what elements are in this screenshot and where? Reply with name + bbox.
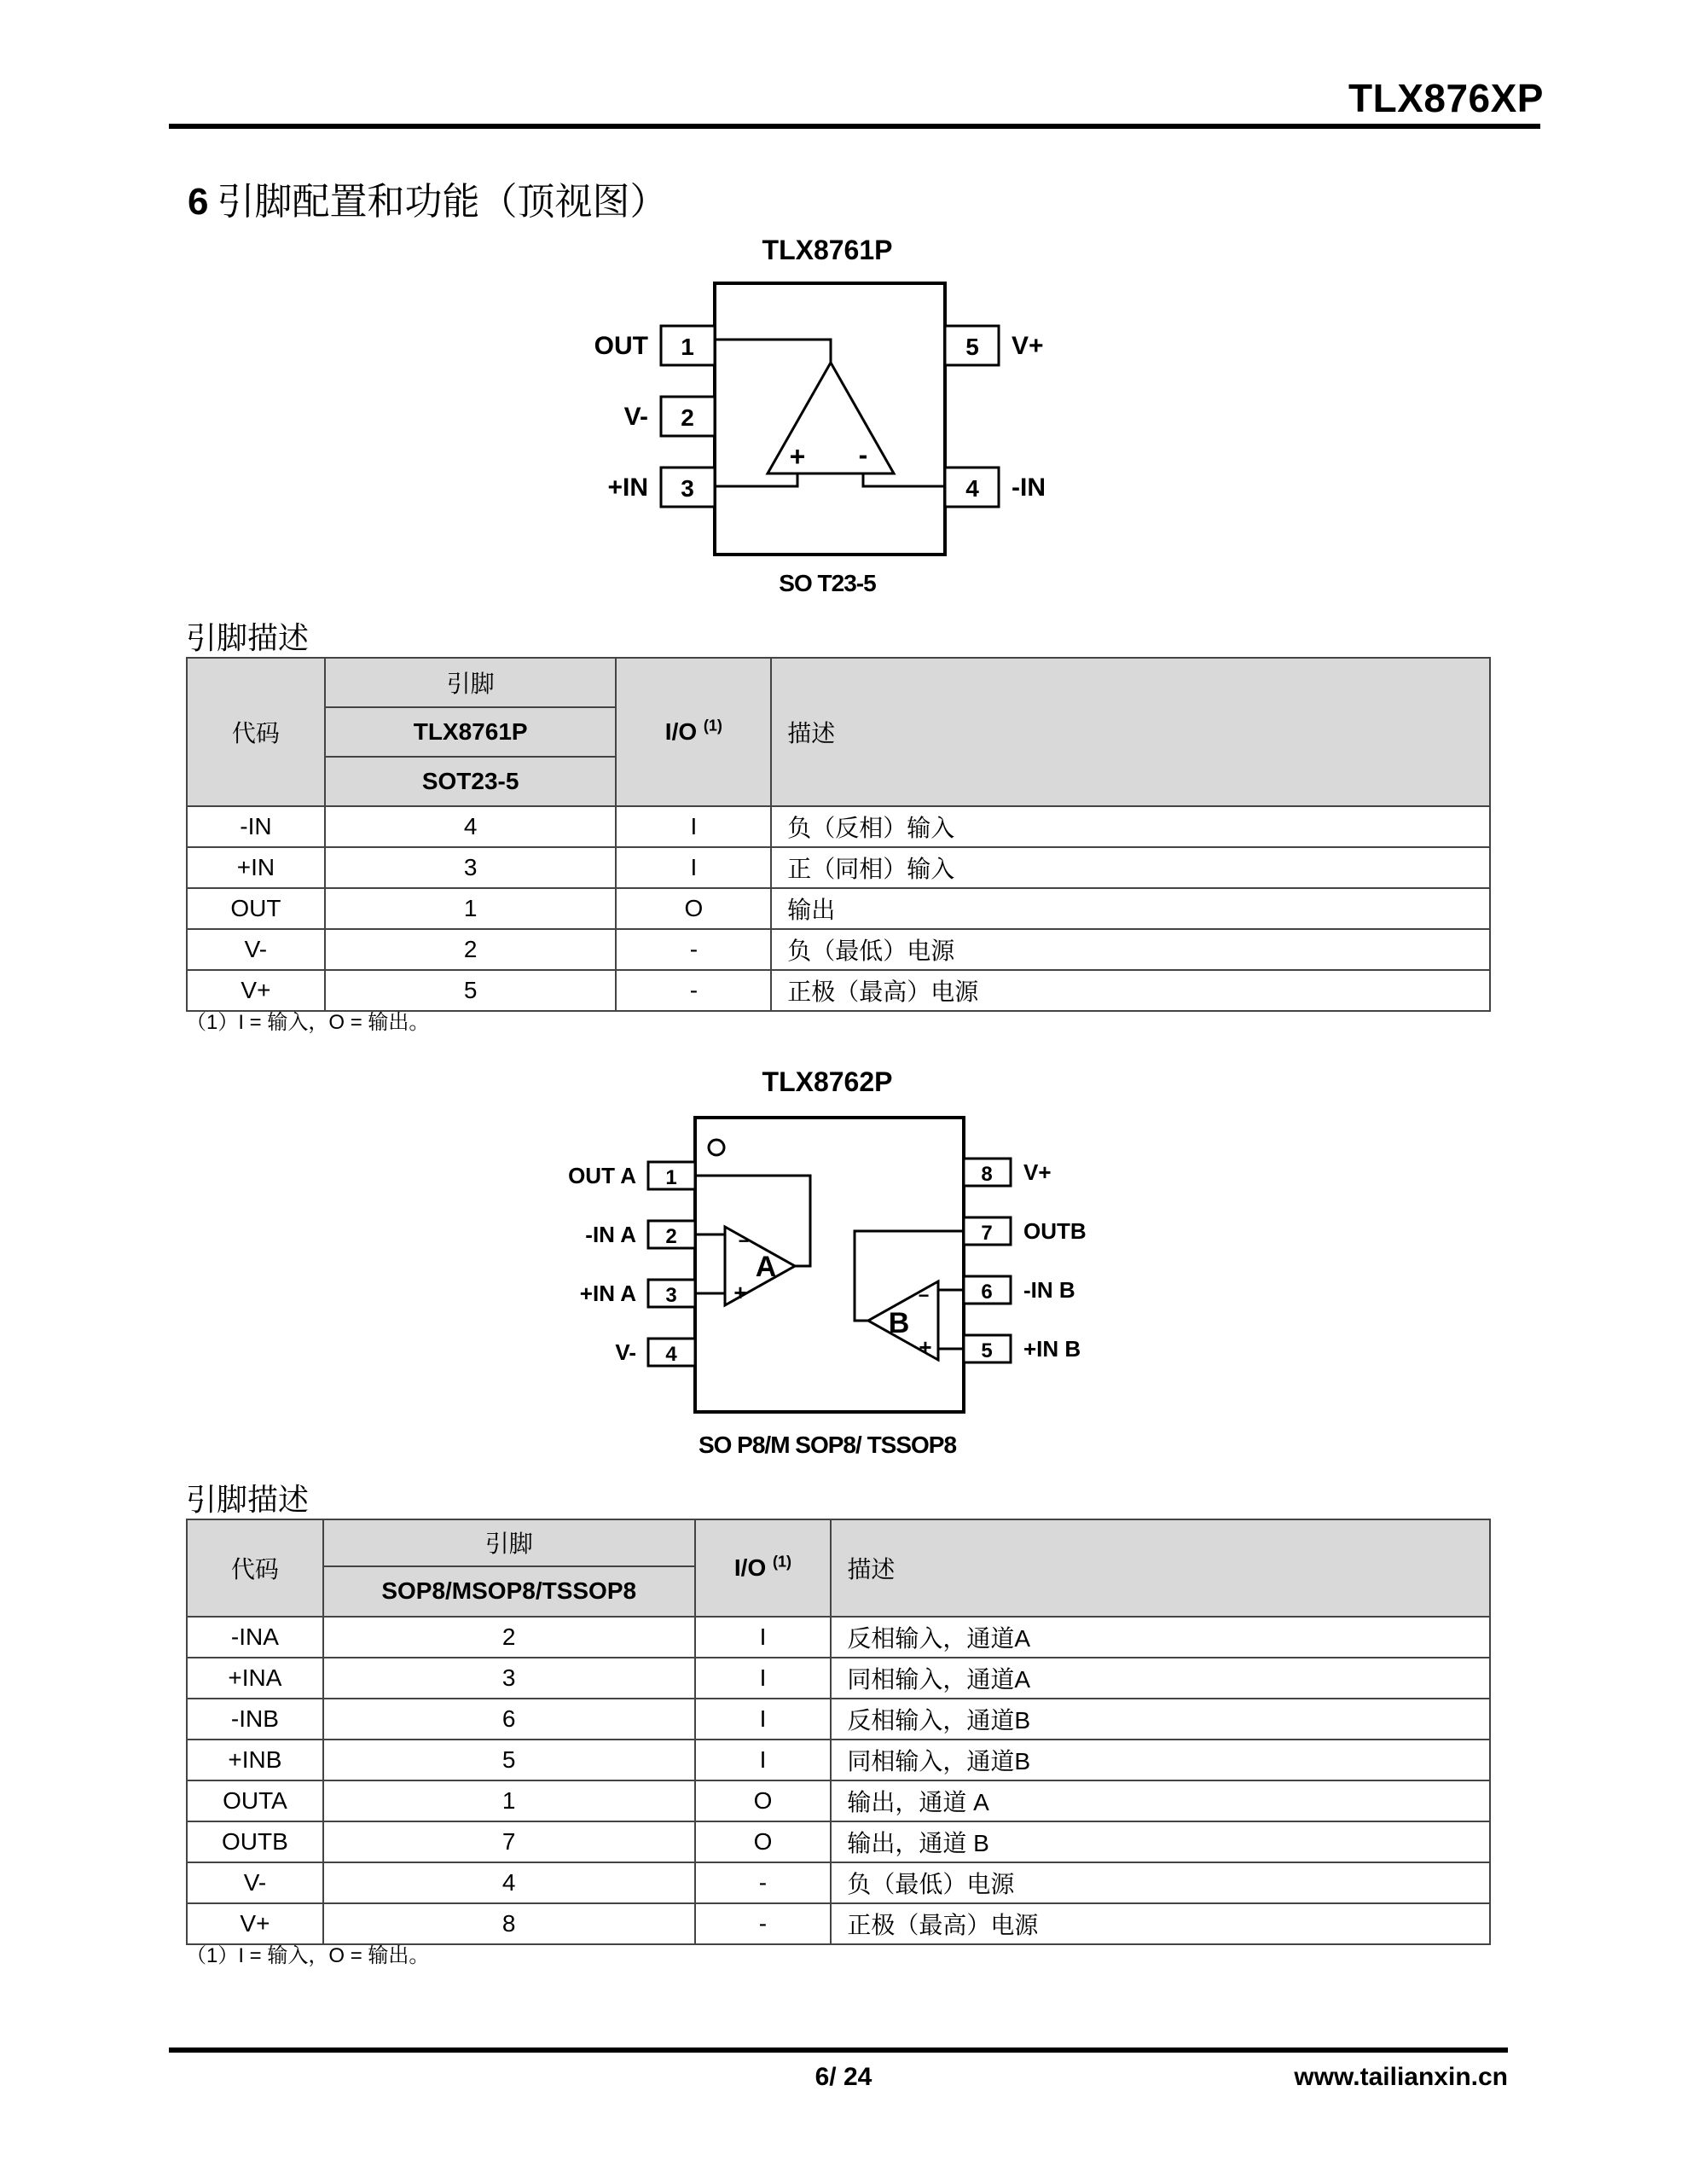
header-rule bbox=[169, 124, 1540, 129]
fig1-pin5-label: V+ bbox=[1012, 332, 1044, 360]
fig2-amp-b-label: B bbox=[888, 1307, 910, 1339]
fig1-pinout-diagram bbox=[563, 273, 1092, 572]
fig1-pin4-number: 4 bbox=[965, 475, 979, 502]
page-number: 6/ 24 bbox=[815, 2063, 872, 2091]
table-row: +IN 3 I 正（同相）输入 bbox=[187, 847, 1490, 888]
table2-header-io: I/O $^{(1)}$ bbox=[695, 1519, 832, 1617]
table-row: -INB 6 I 反相输入，通道B bbox=[187, 1699, 1490, 1740]
fig2-amp-a-minus: − bbox=[738, 1230, 750, 1252]
fig2-pin1-number: 1 bbox=[665, 1166, 677, 1189]
table1-header-part: TLX8761P bbox=[325, 707, 617, 757]
fig1-minus-sign: - bbox=[858, 439, 868, 470]
table1-header-code: 代码 bbox=[187, 658, 325, 806]
fig2-pin5-label: +IN B bbox=[1023, 1336, 1081, 1362]
fig1-pin1-label: OUT bbox=[594, 332, 648, 360]
table1-caption: 引脚描述 bbox=[186, 620, 310, 655]
fig2-amp-b-minus: − bbox=[918, 1285, 930, 1306]
fig2-pin8-number: 8 bbox=[981, 1163, 993, 1186]
fig2-pin4-number: 4 bbox=[665, 1343, 677, 1366]
fig1-pin3-number: 3 bbox=[681, 475, 694, 502]
table-row: +INB 5 I 同相输入，通道B bbox=[187, 1740, 1490, 1780]
fig2-pin6-number: 6 bbox=[981, 1281, 993, 1304]
table2-caption: 引脚描述 bbox=[186, 1482, 310, 1517]
fig1-pin3-label: +IN bbox=[607, 473, 648, 502]
table2-header-code: 代码 bbox=[187, 1519, 323, 1617]
fig2-pin5-number: 5 bbox=[981, 1339, 993, 1362]
fig2-pin4-label: V- bbox=[615, 1339, 636, 1365]
fig1-package-label: SO T23-5 bbox=[779, 570, 876, 596]
table-row: V- 2 - 负（最低）电源 bbox=[187, 929, 1490, 970]
table1-header-description: 描述 bbox=[771, 658, 1490, 806]
fig1-plus-sign: + bbox=[789, 441, 806, 472]
table-row: V+ 8 - 正极（最高）电源 bbox=[187, 1903, 1490, 1944]
fig2-pin2-label: -IN A bbox=[585, 1222, 636, 1247]
fig1-pin2-label: V- bbox=[623, 403, 648, 431]
fig1-title: TLX8761P bbox=[762, 235, 893, 265]
fig2-pin3-number: 3 bbox=[665, 1284, 677, 1307]
fig1-pin2-number: 2 bbox=[681, 404, 694, 431]
fig2-amp-a-label: A bbox=[755, 1251, 777, 1283]
table1-footnote: （1）I = 输入，O = 输出。 bbox=[186, 1011, 430, 1034]
table1-header-io: I/O $^{(1)}$ bbox=[616, 658, 771, 806]
table2-pin-description bbox=[186, 1519, 1491, 1945]
footer-rule bbox=[169, 2048, 1508, 2053]
fig2-pin2-number: 2 bbox=[665, 1225, 677, 1248]
fig2-pin3-label: +IN A bbox=[579, 1281, 636, 1306]
fig1-pin5-number: 5 bbox=[965, 334, 979, 360]
table2-header-package: SOP8/MSOP8/TSSOP8 bbox=[323, 1566, 695, 1617]
fig2-pin8-label: V+ bbox=[1023, 1159, 1052, 1185]
table-row: +INA 3 I 同相输入，通道A bbox=[187, 1658, 1490, 1699]
fig2-pin1-marker bbox=[709, 1140, 724, 1155]
table-row: OUTA 1 O 输出，通道 A bbox=[187, 1780, 1490, 1821]
fig2-pin1-label: OUT A bbox=[568, 1163, 636, 1188]
fig2-pin7-label: OUTB bbox=[1023, 1218, 1087, 1244]
table-row: OUTB 7 O 输出，通道 B bbox=[187, 1821, 1490, 1862]
fig1-pin1-number: 1 bbox=[681, 334, 694, 360]
fig2-title: TLX8762P bbox=[762, 1066, 893, 1097]
table-row: V+ 5 - 正极（最高）电源 bbox=[187, 970, 1490, 1011]
fig2-pin6-label: -IN B bbox=[1023, 1277, 1075, 1303]
section-title: 引脚配置和功能（顶视图） bbox=[217, 181, 668, 223]
table1-header-package: SOT23-5 bbox=[325, 757, 617, 806]
fig2-amp-a-plus: + bbox=[733, 1280, 747, 1305]
document-title: TLX876XP bbox=[1348, 76, 1544, 120]
table2-footnote: （1）I = 输入，O = 输出。 bbox=[186, 1944, 430, 1967]
fig2-package-label: SO P8/M SOP8/ TSSOP8 bbox=[698, 1432, 957, 1458]
table2-header-pin: 引脚 bbox=[323, 1519, 695, 1566]
table1-header-pin: 引脚 bbox=[325, 658, 617, 707]
section-number: 6 bbox=[188, 181, 209, 223]
table2-header-description: 描述 bbox=[831, 1519, 1490, 1617]
website-url: www.tailianxin.cn bbox=[1294, 2063, 1508, 2091]
table-row: OUT 1 O 输出 bbox=[187, 888, 1490, 929]
table-row: -IN 4 I 负（反相）输入 bbox=[187, 806, 1490, 847]
fig1-pin4-label: -IN bbox=[1012, 473, 1046, 502]
section-heading bbox=[188, 171, 667, 225]
fig2-pin7-number: 7 bbox=[981, 1222, 993, 1245]
table1-pin-description bbox=[186, 657, 1491, 1012]
fig2-pinout-diagram bbox=[546, 1109, 1143, 1425]
table-row: -INA 2 I 反相输入，通道A bbox=[187, 1617, 1490, 1658]
fig2-amp-b-plus: + bbox=[919, 1334, 932, 1360]
table-row: V- 4 - 负（最低）电源 bbox=[187, 1862, 1490, 1903]
